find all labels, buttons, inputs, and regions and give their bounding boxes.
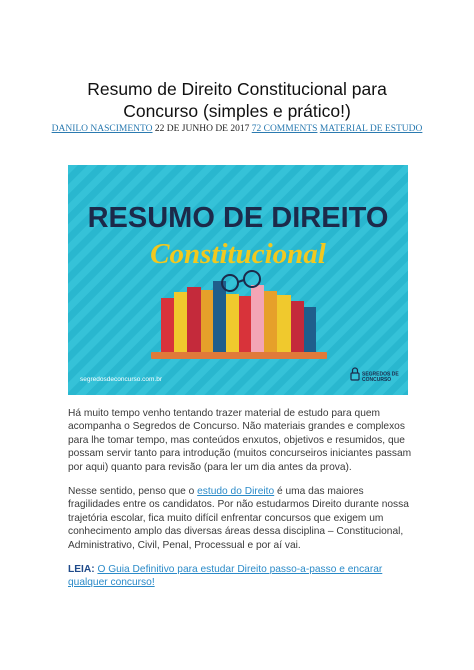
book [251,285,264,352]
banner-site-url: segredosdeconcurso.com.br [80,376,163,383]
book [304,307,316,352]
book [187,287,201,352]
banner-image [68,165,408,395]
post-body [68,407,418,601]
leia-paragraph [68,563,418,590]
author-link[interactable]: DANILO NASCIMENTO [51,124,153,134]
leia-label: LEIA: [68,564,95,576]
post-date: 22 DE JUNHO DE 2017 [154,124,250,134]
post-title-line-2: Concurso (simples e prático!) [123,101,351,121]
estudo-do-direito-link[interactable]: estudo do Direito [197,486,275,498]
category-link[interactable]: MATERIAL DE ESTUDO [319,124,423,134]
shelf [151,352,327,359]
banner-headline: RESUMO DE DIREITO [87,202,389,234]
book [226,294,239,352]
banner-subheadline: Constitucional [150,238,326,270]
book [291,301,304,352]
paragraph-2-end: é uma das maiores fragilidades entre os candidatos. Por não estudarmos Direito durante nossa trajetória escolar, fica muito difícil enfrentar concursos que exigem um conhecimento amplo das diversas áreas dessa disciplina – Constitucional, Administrativo, Civil, Penal, Processual e por aí vai. [68,486,409,551]
book [201,290,213,352]
book [161,298,174,352]
paragraph-2 [68,485,418,552]
comments-link[interactable]: 72 COMMENTS [251,124,318,134]
guia-definitivo-link[interactable]: O Guia Definitivo para estudar Direito passo-a-passo e encarar qualquer concurso! [68,564,383,589]
book [213,281,226,352]
post-title [40,78,434,122]
paragraph-1: Há muito tempo venho tentando trazer material de estudo para quem acompanha o Segredos de Concurso. Não materiais grandes e complexos para lhe tomar tempo, mas conteúdos enxutos, objetivos e resumidos, que possam servir tanto para introdução (muitos concurseiros iniciantes passam por aqui) quanto para revisão (para ler um dia antes da prova). [68,408,412,473]
book [264,291,277,352]
book [239,296,251,352]
book [277,295,291,352]
banner-brand-line-1: SEGREDOS DE [362,371,399,378]
post-meta [30,124,444,135]
paragraph-2-start: Nesse sentido, penso que o [68,486,198,498]
banner-brand-line-2: CONCURSO [362,377,392,383]
post-title-line-1: Resumo de Direito Constitucional para [87,79,387,99]
book [174,292,187,352]
